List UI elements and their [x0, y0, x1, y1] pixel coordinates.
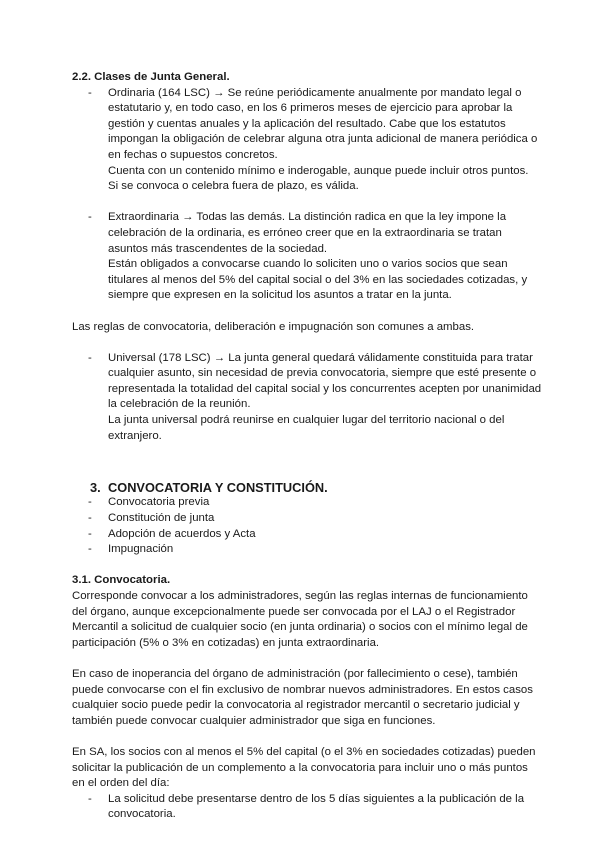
bullet-dash: -: [88, 512, 92, 525]
bullet-dash: -: [88, 527, 92, 540]
convocatoria-paragraph-2: En caso de inoperancia del órgano de administración (por fallecimiento o cese), también puede convocarse con el fin exclusivo de nombrar nuevos administradores. En estos casos cualquier socio puede pedir la convocatoria al registrador mercantil o secretario judicial y también puede convocar cualquier administrador que siga en funciones.: [72, 667, 533, 727]
bullet-dash: -: [88, 496, 92, 509]
section-heading-3: [72, 480, 542, 496]
section-title: CONVOCATORIA Y CONSTITUCIÓN.: [108, 479, 328, 495]
bullet-dash: -: [88, 86, 92, 99]
convocatoria-paragraph-3: En SA, los socios con al menos el 5% del capital (o el 3% en sociedades cotizadas) pueden solicitar la publicación de un complemento a la convocatoria para incluir uno o más puntos en el orden del día:: [72, 745, 536, 790]
section-heading-2-2: 2.2. Clases de Junta General.: [72, 71, 230, 83]
bullet-dash: -: [88, 543, 92, 556]
list-item-text: Constitución de junta: [108, 512, 215, 525]
list-item-text: Adopción de acuerdos y Acta: [108, 527, 256, 540]
list-item: [72, 792, 542, 823]
section-number: 3.: [90, 479, 101, 495]
ordinaria-paragraph-2: Cuenta con un contenido mínimo e inderogable, aunque puede incluir otros puntos.: [108, 164, 529, 177]
list-item-ordinaria: [72, 86, 542, 195]
extraordinaria-paragraph-2: Están obligados a convocarse cuando lo soliciten uno o varios socios que sean titulares al menos del 5% del capital social o del 3% en las sociedades cotizadas, y siempre que expresen en la solicitud los asuntos a tratar en la junta.: [108, 258, 528, 302]
list-item: [72, 527, 542, 543]
bullet-dash: -: [88, 351, 92, 364]
list-item: [72, 542, 542, 558]
ordinaria-paragraph-1: Ordinaria (164 LSC) → Se reúne periódicamente anualmente por mandato legal o estatutario y, en todo caso, en los 6 primeros meses de ejercicio para aprobar la gestión y cuentas anuales y la aplicación del resultado. Cabe que los estatutos impongan la obligación de celebrar alguna otra junta adicional de manera periódica o en fechas o supuestos concretos.: [108, 86, 538, 161]
convocatoria-paragraph-1: Corresponde convocar a los administradores, según las reglas internas de funcionamiento del órgano, aunque excepcionalmente puede ser convocada por el LAJ o el Registrador Mercantil a solicitud de cualquier socio (en junta ordinaria) o socios con el mínimo legal de participación (5% o 3% en cotizadas) en junta extraordinaria.: [72, 590, 528, 649]
universal-paragraph-1: Universal (178 LSC) → La junta general quedará válidamente constituida para tratar cualquier asunto, sin necesidad de previa convocatoria, siempre que esté presente o representada la totalidad del capital social y los concurrentes acepten por unanimidad la celebración de la reunión.: [108, 351, 542, 411]
list-item: [72, 495, 542, 511]
universal-paragraph-2: La junta universal podrá reunirse en cualquier lugar del territorio nacional o del extranjero.: [108, 414, 505, 442]
list-item-text: Convocatoria previa: [108, 496, 210, 509]
list-item: [72, 511, 542, 527]
bullet-dash: -: [88, 792, 92, 805]
list-item-extraordinaria: [72, 210, 542, 304]
ordinaria-paragraph-3: Si se convoca o celebra fuera de plazo, es válida.: [108, 180, 359, 193]
section-heading-3-1: 3.1. Convocatoria.: [72, 574, 171, 587]
list-item-text: La solicitud debe presentarse dentro de los 5 días siguientes a la publicación de la convocatoria.: [108, 792, 525, 821]
list-item-text: Impugnación: [108, 543, 174, 556]
reglas-paragraph: Las reglas de convocatoria, deliberación e impugnación son comunes a ambas.: [72, 320, 475, 333]
list-item-universal: [72, 351, 542, 445]
extraordinaria-paragraph-1: Extraordinaria → Todas las demás. La distinción radica en que la ley impone la celebración de la ordinaria, es erróneo creer que en la extraordinaria se tratan asuntos más trascendentes de la sociedad.: [108, 211, 507, 255]
bullet-dash: -: [88, 211, 92, 224]
document-page: [72, 70, 542, 823]
